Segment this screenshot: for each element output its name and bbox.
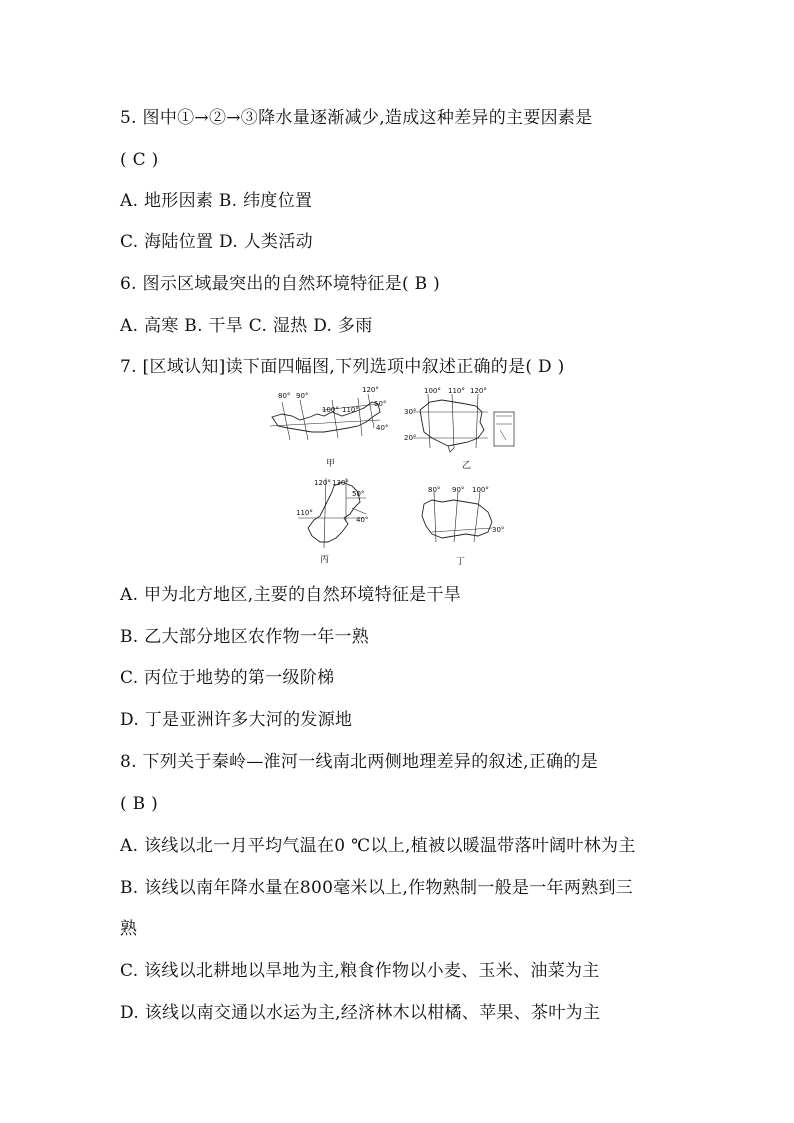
bing-deg-50: 50° [352, 490, 365, 498]
map-ding-label: 丁 [456, 557, 466, 567]
q7-option-b: B. 乙大部分地区农作物一年一熟 [120, 627, 370, 647]
jia-deg-80: 80° [278, 392, 291, 400]
region-maps-svg [262, 382, 532, 572]
ding-deg-90: 90° [452, 486, 465, 494]
map-yi-label: 乙 [462, 461, 472, 471]
q8-option-a: A. 该线以北一月平均气温在0 ℃以上,植被以暖温带落叶阔叶林为主 [120, 836, 636, 856]
bing-deg-120: 120° [314, 479, 331, 487]
yi-deg-110: 110° [448, 387, 465, 395]
jia-deg-90: 90° [296, 392, 309, 400]
bing-deg-110: 110° [296, 509, 313, 517]
jia-deg-100: 100° [322, 406, 339, 414]
q8-option-b: B. 该线以南年降水量在800毫米以上,作物熟制一般是一年两熟到三 [120, 878, 634, 898]
bing-deg-130: 130° [332, 479, 349, 487]
map-jia-label: 甲 [326, 459, 336, 469]
q6-options: A. 高寒 B. 干旱 C. 湿热 D. 多雨 [120, 316, 373, 336]
bing-deg-40: 40° [356, 516, 369, 524]
jia-deg-120: 120° [362, 386, 379, 394]
q5-answer: ( C ) [120, 150, 159, 170]
yi-deg-100: 100° [424, 387, 441, 395]
q7-stem: 7. [区域认知]读下面四幅图,下列选项中叙述正确的是( D ) [120, 357, 565, 377]
q7-option-c: C. 丙位于地势的第一级阶梯 [120, 668, 335, 688]
yi-deg-20: 20° [404, 434, 417, 442]
map-ding [422, 492, 492, 542]
q5-options-row-1: A. 地形因素 B. 纬度位置 [120, 191, 313, 211]
jia-deg-50: 50° [374, 400, 387, 408]
ding-deg-30: 30° [492, 526, 505, 534]
q7-option-a: A. 甲为北方地区,主要的自然环境特征是干旱 [120, 585, 462, 605]
ding-deg-100: 100° [472, 486, 489, 494]
q8-option-c: C. 该线以北耕地以旱地为主,粮食作物以小麦、玉米、油菜为主 [120, 961, 600, 981]
yi-deg-30: 30° [404, 408, 417, 416]
map-bing-label: 丙 [320, 555, 330, 565]
q5-options-row-2: C. 海陆位置 D. 人类活动 [120, 232, 313, 252]
q8-option-b-continued: 熟 [120, 919, 138, 939]
jia-deg-40: 40° [376, 424, 389, 432]
ding-deg-80: 80° [428, 486, 441, 494]
q8-option-d: D. 该线以南交通以水运为主,经济林木以柑橘、苹果、茶叶为主 [120, 1003, 601, 1023]
q7-option-d: D. 丁是亚洲许多大河的发源地 [120, 710, 353, 730]
map-yi [412, 394, 514, 452]
yi-deg-120: 120° [470, 387, 487, 395]
q8-answer: ( B ) [120, 794, 159, 814]
q5-stem: 5. 图中①→②→③降水量逐渐减少,造成这种差异的主要因素是 [120, 108, 593, 128]
jia-deg-110: 110° [342, 406, 359, 414]
q6-stem: 6. 图示区域最突出的自然环境特征是( B ) [120, 274, 441, 294]
map-jia [270, 394, 380, 440]
q8-stem: 8. 下列关于秦岭—淮河一线南北两侧地理差异的叙述,正确的是 [120, 752, 599, 772]
region-maps-figure [262, 382, 532, 572]
